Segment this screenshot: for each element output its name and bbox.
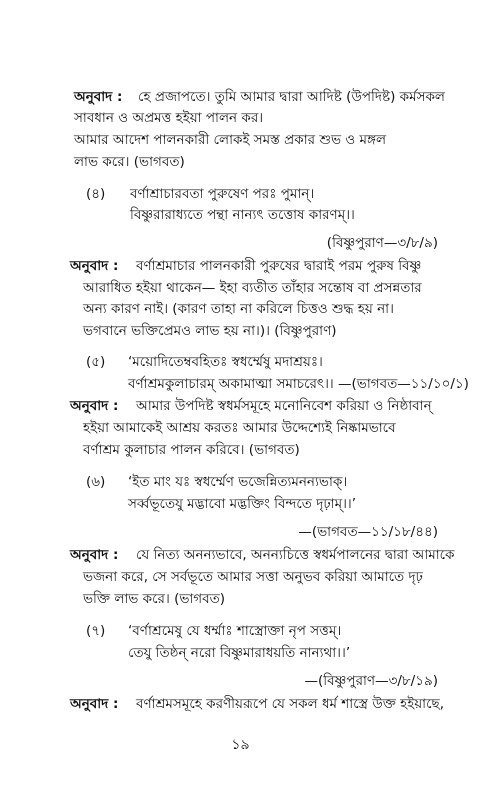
- verse-line: সর্ব্বভূতেযু মদ্ভাবো মদ্ভক্তিং বিন্দতে দৃঢ়াম্।।’: [128, 496, 357, 512]
- verse-number: (৪): [86, 186, 106, 202]
- verse-line: বর্ণাশ্রাচারবতা পুরুষেণ পরঃ পুমান্।: [130, 186, 315, 202]
- verse-number: (৫): [86, 354, 106, 370]
- translation-line: আরাধিত হইয়া থাকেন— ইহা ব্যতীত তাঁহার সন্তোষ বা প্রসন্নতার: [83, 280, 422, 296]
- translation-line: বর্ণাশ্রমসমূহে করণীয়রূপে যে সকল ধর্ম শাস্ত্রে উক্ত হইয়াছে,: [136, 696, 444, 712]
- anubad-label: অনুবাদ :: [74, 89, 123, 105]
- anubad-label: অনুবাদ :: [70, 696, 119, 712]
- translation-line: যে নিত্য অনন্যভাবে, অনন্যচিত্তে স্বধর্মপালনের দ্বারা আমাকে: [136, 547, 455, 563]
- translation-line: ভক্তি লাভ করে। (ভাগবত): [83, 591, 226, 607]
- translation-line: হইয়া আমাকেই আশ্রয় করতঃ আমার উদ্দেশ্যেই নিষ্কামভাবে: [83, 420, 396, 436]
- verse-line: ‘ময়োদিতেম্ববহিতঃ স্বধর্ম্মেষু মদাশ্রয়ঃ।: [128, 354, 323, 370]
- translation-line: লাভ করে। (ভাগবত): [74, 154, 185, 170]
- translation-line: হে প্রজাপতে। তুমি আমার দ্বারা আদিষ্ট (উপদিষ্ট) কর্মসকল: [138, 89, 445, 105]
- verse-line: ‘বর্ণাশ্রমেষু যে ধর্ম্মাঃ শাস্ত্রোক্তা নৃপ সত্তম্।: [128, 623, 342, 639]
- verse-line: ‘ইত মাং যঃ স্বধর্ম্মেণ ভজেন্নিত্যমনন্যভাক্।: [128, 474, 348, 490]
- translation-line: অন্য কারণ নাই। (কারণ তাহা না করিলে চিত্তও শুদ্ধ হয় না।: [83, 301, 394, 317]
- translation-line: ভগবানে ভক্তিপ্রেমও লাভ হয় না।)। (বিষ্ণুপুরাণ): [83, 323, 337, 339]
- verse-source: —(ভাগবত—১১/১৮/৪৪): [298, 524, 438, 540]
- anubad-label: অনুবাদ :: [70, 547, 119, 563]
- anubad-label: অনুবাদ :: [70, 398, 119, 414]
- verse-number: (৬): [86, 474, 106, 490]
- anubad-label: অনুবাদ :: [70, 258, 119, 274]
- translation-line: বর্ণাশ্রমাচার পালনকারী পুরুষের দ্বারাই পরম পুরুষ বিষ্ণু: [136, 258, 422, 274]
- translation-line: সাবধান ও অপ্রমত্ত হইয়া পালন কর।: [74, 110, 264, 126]
- verse-number: (৭): [86, 623, 106, 639]
- verse-source: (বিষ্ণুপুরাণ—৩/৮/৯): [326, 235, 438, 251]
- translation-line: বর্ণাশ্রম কুলাচার পালন করিবে। (ভাগবত): [83, 442, 300, 458]
- verse-line: বর্ণাশ্রমকুলাচারম্ অকামাত্মা সমাচরেৎ।। —(ভাগবত—১১/১০/১): [128, 376, 469, 392]
- verse-source: —(বিষ্ণুপুরাণ—৩/৮/১৯): [304, 673, 438, 689]
- verse-line: বিষ্ণুরারাধ্যতে পন্থা নান্যৎ তত্তোষ কারণম্।।: [130, 207, 355, 223]
- translation-line: আমার আদেশ পালনকারী লোকই সমস্ত প্রকার শুভ ও মঙ্গল: [74, 132, 387, 148]
- page-number: ১৯: [231, 737, 250, 753]
- translation-line: আমার উপদিষ্ট স্বধর্মসমূহে মনোনিবেশ করিয়া ও নিষ্ঠাবান্: [136, 398, 432, 414]
- verse-line: তেযু তিষ্ঠন্ নরো বিষ্ণুমারাধয়তি নান্যথা।।’: [128, 645, 351, 661]
- translation-line: ভজনা করে, সে সর্বভূতে আমার সত্তা অনুভব করিয়া আমাতে দৃঢ়: [83, 569, 423, 585]
